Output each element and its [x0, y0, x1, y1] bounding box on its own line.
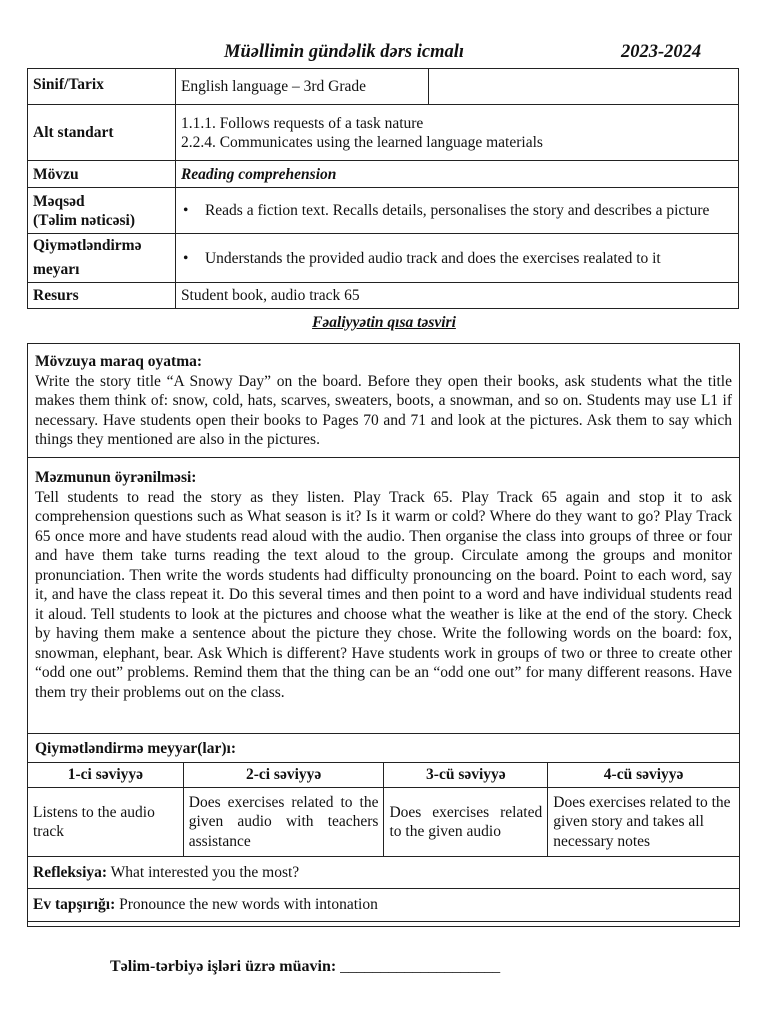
sinif-label: Sinif/Tarix [28, 69, 176, 105]
row-meyar [28, 234, 739, 283]
movzu-label: Mövzu [28, 161, 176, 188]
divider [28, 733, 739, 734]
meyar-value [175, 234, 738, 283]
levels-body-row [28, 788, 740, 857]
row-sinif [28, 69, 739, 105]
section-mezmun [28, 468, 739, 702]
resurs-value: Student book, audio track 65 [175, 283, 738, 309]
level-1-header: 1-ci səviyyə [28, 763, 184, 788]
levels-header-row [28, 763, 740, 788]
divider [28, 457, 739, 458]
level-2-header: 2-ci səviyyə [183, 763, 384, 788]
level-3-cell: Does exercises related to the given audio [384, 788, 548, 857]
mezmun-heading: Məzmunun öyrənilməsi: [35, 469, 197, 486]
meqsed-label-main: Məqsəd [33, 192, 85, 210]
meqsed-label-sub: (Təlim nəticəsi) [33, 211, 136, 229]
row-meqsed [28, 188, 739, 234]
refleksiya-cell [28, 857, 740, 889]
alt-standart-label: Alt standart [28, 105, 176, 161]
academic-year: 2023-2024 [621, 42, 702, 62]
document-title: Müəllimin gündəlik dərs icmalı [224, 42, 465, 62]
refleksiya-label: Refleksiya: [33, 863, 108, 881]
meyar-label [28, 234, 176, 283]
document-header [0, 42, 768, 68]
level-2-cell: Does exercises related to the given audio with teachers assistance [183, 788, 384, 857]
alt-standart-line-2: 2.2.4. Communicates using the learned language materials [180, 133, 543, 151]
meyar-text: Understands the provided audio track and does the exercises realated to it [204, 249, 661, 267]
meyarlar-heading: Qiymətləndirmə meyyar(lar)ı: [35, 740, 236, 757]
section-meyarlar [28, 739, 739, 759]
level-1-cell: Listens to the audio track [28, 788, 184, 857]
assessment-levels-table [27, 762, 740, 922]
refleksiya-text: What interested you the most? [110, 863, 300, 881]
meqsed-label [28, 188, 176, 234]
ev-row [28, 889, 740, 922]
meqsed-value [175, 188, 738, 234]
alt-standart-value [175, 105, 738, 161]
row-alt-standart [28, 105, 739, 161]
row-movzu [28, 161, 739, 188]
meyar-label-2: meyarı [33, 261, 80, 278]
row-resurs [28, 283, 739, 309]
lesson-info-table [27, 68, 739, 309]
meqsed-text: Reads a fiction text. Recalls details, personalises the story and describes a picture [204, 202, 710, 219]
maraq-heading: Mövzuya maraq oyatma: [35, 353, 203, 370]
movzu-value: Reading comprehension [175, 161, 738, 188]
resurs-label: Resurs [28, 283, 176, 309]
refleksiya-row [28, 857, 740, 889]
activity-subtitle: Fəaliyyətin qısa təsviri [312, 314, 456, 331]
maraq-text: Write the story title “A Snowy Day” on the board. Before they open their books, ask students what the title makes them think of: snow, cold, hats, scarves, sweaters, boots, a snowman, and so on. Students may use L1 if necessary. Have students open their books to Pages 70 and 71 and look at the pictures. Ask them to say which things they mentioned are also in the pictures. [35, 372, 732, 448]
bullet-icon: • [182, 202, 189, 219]
mezmun-text: Tell students to read the story as they listen. Play Track 65. Play Track 65 again and stop it to ask comprehension questions such as What season is it? Is it warm or cold? Where do they want to go? Play Track 65 once more and have students read aloud with the audio. Then organise the class into groups of three or four and have them take turns reading the text aloud to the group. Circulate among the groups and monitor pronunciation. Then write the words students had difficulty pronouncing on the board. Point to each word, say it, and have the class repeat it. Do this several times and then point to a word and have individual students read it aloud. Tell students to look at the pictures and choose what the weather is like at the end of the story. Check by having them make a sentence about the picture they chose. Write the following words on the board: fox, snowman, elephant, bear. Ask Which is different? Have students work in groups of two or three to create other “odd one out” problems. Remind them that the thing can be an “odd one out” for many different reasons. Have them try their problems out on the class. [35, 488, 732, 701]
level-4-header: 4-cü səviyyə [548, 763, 740, 788]
signature-line [110, 958, 500, 976]
sinif-value: English language – 3rd Grade [175, 69, 428, 105]
section-maraq [28, 352, 739, 450]
ev-label: Ev tapşırığı: [33, 896, 116, 914]
meyar-label-1: Qiymətləndirmə [33, 237, 142, 254]
level-4-cell: Does exercises related to the given story and takes all necessary notes [548, 788, 740, 857]
signature-blank: ____________________ [340, 958, 501, 975]
activity-description-box [27, 343, 740, 927]
level-3-header: 3-cü səviyyə [384, 763, 548, 788]
alt-standart-line-1: 1.1.1. Follows requests of a task nature [180, 114, 424, 132]
ev-cell [28, 889, 740, 922]
ev-text: Pronounce the new words with intonation [119, 896, 378, 914]
signature-label: Təlim-tərbiyə işləri üzrə müavin: [110, 958, 337, 975]
bullet-icon: • [182, 249, 189, 267]
sinif-date-cell [428, 69, 738, 105]
